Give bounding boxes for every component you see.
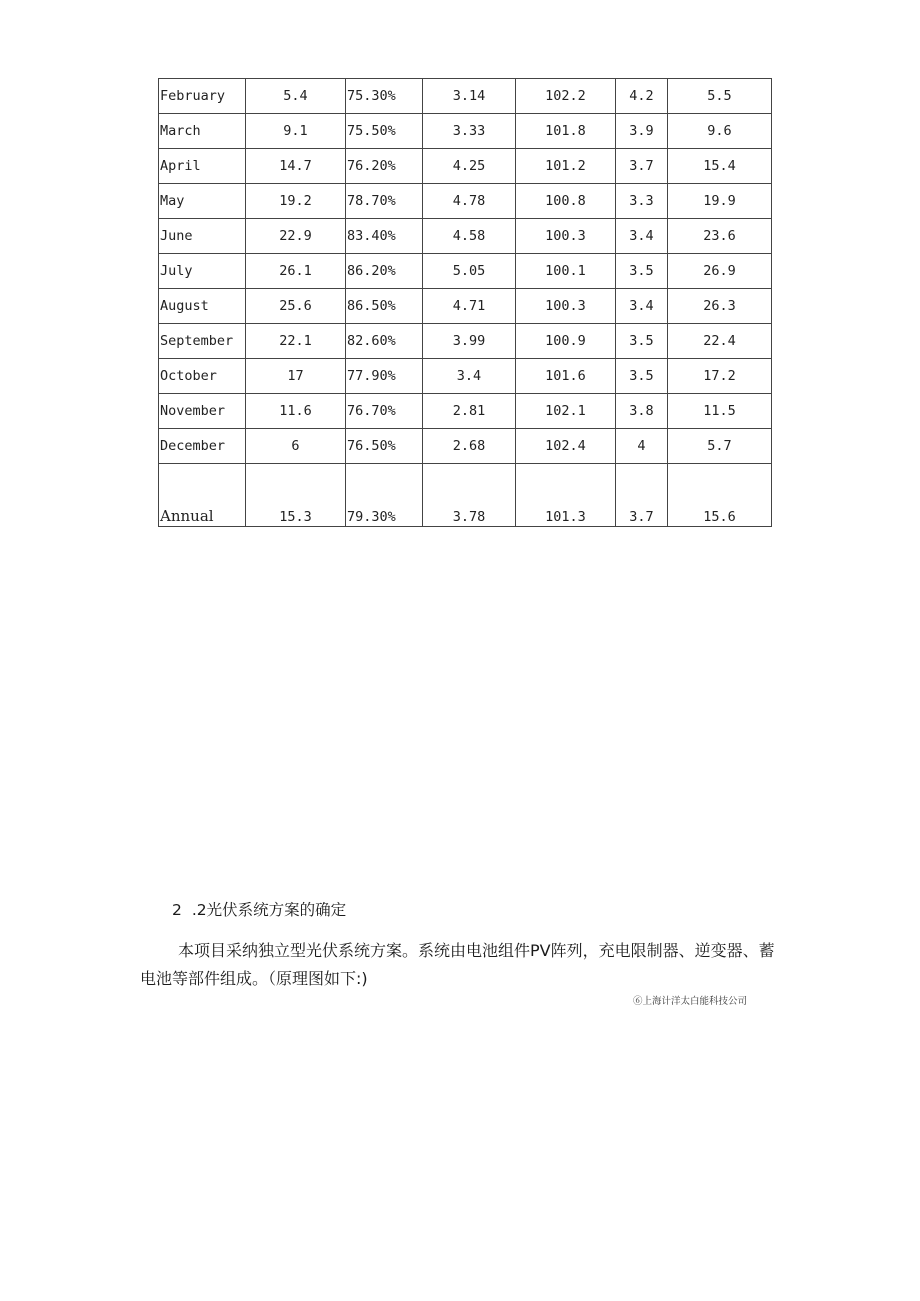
cell-col1: 25.6 xyxy=(246,289,346,324)
section-heading xyxy=(172,898,346,920)
cell-col1: 26.1 xyxy=(246,254,346,289)
cell-col5: 3.5 xyxy=(616,324,668,359)
cell-col3: 3.33 xyxy=(423,114,516,149)
cell-col4: 100.3 xyxy=(516,219,616,254)
table-row xyxy=(159,254,772,289)
cell-col2: 76.70% xyxy=(346,394,423,429)
cell-col4: 102.4 xyxy=(516,429,616,464)
cell-col2: 76.50% xyxy=(346,429,423,464)
cell-col6: 15.6 xyxy=(668,464,772,527)
cell-col4: 100.3 xyxy=(516,289,616,324)
table-row xyxy=(159,394,772,429)
table-row xyxy=(159,79,772,114)
cell-col6: 26.9 xyxy=(668,254,772,289)
cell-col4: 101.2 xyxy=(516,149,616,184)
cell-col1: 22.1 xyxy=(246,324,346,359)
cell-month: May xyxy=(159,184,246,219)
cell-col1: 5.4 xyxy=(246,79,346,114)
cell-col6: 22.4 xyxy=(668,324,772,359)
cell-col1: 15.3 xyxy=(246,464,346,527)
section-title: .2光伏系统方案的确定 xyxy=(191,901,347,919)
cell-col2: 79.30% xyxy=(346,464,423,527)
table-row xyxy=(159,429,772,464)
body-paragraph xyxy=(140,937,790,993)
cell-month: October xyxy=(159,359,246,394)
cell-col1: 11.6 xyxy=(246,394,346,429)
cell-col2: 78.70% xyxy=(346,184,423,219)
cell-col3: 4.71 xyxy=(423,289,516,324)
table-row xyxy=(159,464,772,527)
cell-month: February xyxy=(159,79,246,114)
cell-col5: 4 xyxy=(616,429,668,464)
cell-col6: 23.6 xyxy=(668,219,772,254)
section-number: 2 xyxy=(172,901,182,919)
cell-col3: 2.81 xyxy=(423,394,516,429)
cell-col5: 3.5 xyxy=(616,254,668,289)
cell-col2: 75.50% xyxy=(346,114,423,149)
table-row xyxy=(159,114,772,149)
cell-col6: 19.9 xyxy=(668,184,772,219)
table-row xyxy=(159,289,772,324)
cell-col1: 6 xyxy=(246,429,346,464)
cell-col2: 76.20% xyxy=(346,149,423,184)
cell-col5: 3.3 xyxy=(616,184,668,219)
cell-col3: 3.99 xyxy=(423,324,516,359)
table-row xyxy=(159,324,772,359)
cell-month: August xyxy=(159,289,246,324)
climate-data-table xyxy=(158,78,772,527)
cell-col5: 3.9 xyxy=(616,114,668,149)
cell-col4: 101.3 xyxy=(516,464,616,527)
cell-col1: 22.9 xyxy=(246,219,346,254)
cell-col2: 82.60% xyxy=(346,324,423,359)
cell-month: March xyxy=(159,114,246,149)
cell-col4: 101.8 xyxy=(516,114,616,149)
cell-month: July xyxy=(159,254,246,289)
table-row xyxy=(159,184,772,219)
cell-col5: 3.8 xyxy=(616,394,668,429)
cell-month: June xyxy=(159,219,246,254)
cell-month: Annual xyxy=(159,464,246,527)
cell-col6: 17.2 xyxy=(668,359,772,394)
cell-col4: 102.1 xyxy=(516,394,616,429)
cell-col3: 2.68 xyxy=(423,429,516,464)
cell-col4: 100.8 xyxy=(516,184,616,219)
cell-col3: 3.78 xyxy=(423,464,516,527)
cell-col5: 4.2 xyxy=(616,79,668,114)
cell-col5: 3.7 xyxy=(616,149,668,184)
table-row xyxy=(159,149,772,184)
table-row xyxy=(159,359,772,394)
cell-col3: 3.14 xyxy=(423,79,516,114)
cell-col1: 9.1 xyxy=(246,114,346,149)
cell-col3: 3.4 xyxy=(423,359,516,394)
company-footer-note: ⑥上海计洋太白能科技公司 xyxy=(633,996,748,1007)
paragraph-text: 本项目采纳独立型光伏系统方案。系统由电池组件PV阵列，充电限制器、逆变器、蓄电池等部件组成。（原理图如下:) xyxy=(140,941,775,988)
cell-col6: 11.5 xyxy=(668,394,772,429)
cell-col2: 86.20% xyxy=(346,254,423,289)
cell-col2: 77.90% xyxy=(346,359,423,394)
cell-col3: 5.05 xyxy=(423,254,516,289)
cell-col2: 75.30% xyxy=(346,79,423,114)
cell-col5: 3.5 xyxy=(616,359,668,394)
cell-col5: 3.4 xyxy=(616,289,668,324)
cell-col3: 4.25 xyxy=(423,149,516,184)
cell-col1: 14.7 xyxy=(246,149,346,184)
cell-col1: 17 xyxy=(246,359,346,394)
cell-col2: 83.40% xyxy=(346,219,423,254)
cell-col3: 4.58 xyxy=(423,219,516,254)
cell-col6: 15.4 xyxy=(668,149,772,184)
cell-month: September xyxy=(159,324,246,359)
cell-col6: 5.7 xyxy=(668,429,772,464)
cell-col3: 4.78 xyxy=(423,184,516,219)
table-body xyxy=(159,79,772,527)
cell-col1: 19.2 xyxy=(246,184,346,219)
cell-col5: 3.7 xyxy=(616,464,668,527)
cell-col6: 9.6 xyxy=(668,114,772,149)
cell-col6: 5.5 xyxy=(668,79,772,114)
cell-col6: 26.3 xyxy=(668,289,772,324)
cell-col5: 3.4 xyxy=(616,219,668,254)
cell-col4: 102.2 xyxy=(516,79,616,114)
cell-month: April xyxy=(159,149,246,184)
cell-col4: 100.9 xyxy=(516,324,616,359)
cell-col4: 100.1 xyxy=(516,254,616,289)
cell-col2: 86.50% xyxy=(346,289,423,324)
cell-month: November xyxy=(159,394,246,429)
cell-month: December xyxy=(159,429,246,464)
table-row xyxy=(159,219,772,254)
cell-col4: 101.6 xyxy=(516,359,616,394)
